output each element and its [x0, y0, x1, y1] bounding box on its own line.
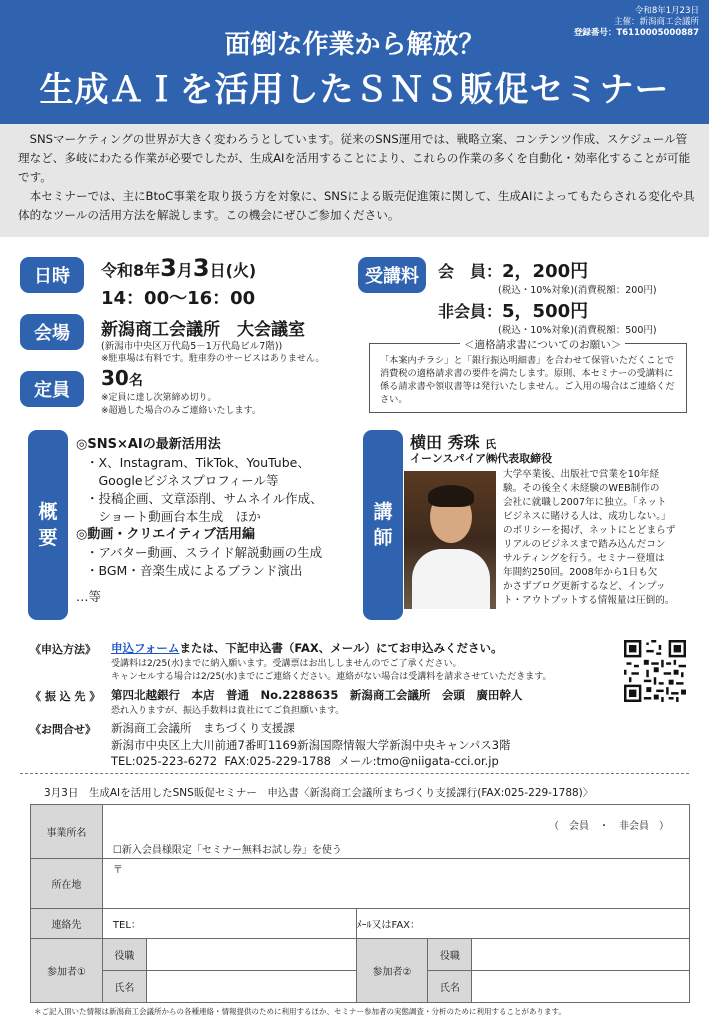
- apply-form-link[interactable]: 申込フォーム: [111, 641, 180, 655]
- address-cell[interactable]: [102, 859, 689, 909]
- speaker-bio-line: ビジネスに賭ける人は、成功しない。」: [503, 511, 671, 522]
- date-day: 3: [192, 254, 210, 282]
- speaker-badge-char-2: 師: [373, 527, 393, 549]
- intro-section: [0, 124, 709, 237]
- speaker-title: イーンスパイア㈱代表取締役: [410, 452, 553, 465]
- contact-org: 新潟商工会議所 まちづくり支援課: [111, 721, 295, 735]
- capacity-badge: 定員: [20, 371, 84, 407]
- intro-paragraph-2: 本セミナーでは、主にBtoC事業を取り扱う方を対象に、SNSによる販売促進策に関して、生成AIによってもたらされる変化や具体的なツールの活用方法を解説します。この機会にぜひご参加ください。: [18, 189, 695, 222]
- seminar-date: [101, 254, 256, 282]
- overview-badge-char-2: 要: [38, 527, 58, 549]
- date-month: 3: [160, 254, 177, 282]
- invoice-notice-title: ＜適格請求書についてのお願い＞: [460, 337, 625, 352]
- speaker-bio-line: のポリシーを掲げ、ネットにとどまらず: [503, 525, 676, 536]
- participant-2-role-cell[interactable]: [472, 939, 690, 971]
- participant-2-name-cell[interactable]: [472, 971, 690, 1003]
- title-line-1: 面倒な作業から解放？: [224, 30, 485, 60]
- speaker-bio-line: サルティングを行う。セミナー登壇は: [503, 553, 665, 564]
- qr-code-icon[interactable]: [624, 640, 686, 702]
- speaker-honorific: 氏: [485, 438, 497, 451]
- participant-1-name-cell[interactable]: [146, 971, 356, 1003]
- venue-name: 新潟商工会議所 大会議室: [101, 320, 305, 340]
- apply-label: 《申込方法》: [30, 643, 96, 656]
- speaker-bio-line: 年間約250回。2008年から1日も欠: [503, 567, 658, 578]
- participant-2-name-label: 氏名: [428, 971, 472, 1003]
- speaker-badge-char-1: 講: [373, 501, 393, 523]
- contact-numbers: [111, 753, 499, 769]
- invoice-notice: [369, 339, 687, 413]
- date-day-unit: 日: [209, 261, 226, 280]
- cut-line: [20, 773, 689, 774]
- participant-1-role-label: 役職: [102, 939, 146, 971]
- venue-badge: 会場: [20, 314, 84, 350]
- seminar-time: 14：00～16：00: [101, 288, 256, 309]
- participant-2-label: 参加者②: [356, 939, 428, 1003]
- issue-date: 令和8年1月23日: [634, 6, 699, 16]
- participant-1-role-cell[interactable]: [146, 939, 356, 971]
- overview-item: ・投稿企画、文章添削、サムネイル作成、: [86, 491, 323, 506]
- capacity-unit: 名: [128, 373, 143, 389]
- overview-heading-1: ◎SNS×AIの最新活用法: [76, 437, 221, 452]
- tel-field-label: TEL：: [112, 920, 141, 931]
- capacity-note-2: ※超過した場合のみご連絡いたします。: [101, 406, 261, 416]
- datetime-badge: 日時: [20, 257, 84, 293]
- photo-hair: [428, 485, 474, 507]
- contact-tel: TEL:025-223-6272: [111, 754, 218, 768]
- overview-item: ・アバター動画、スライド解説動画の生成: [86, 545, 323, 560]
- participant-1-label: 参加者①: [31, 939, 103, 1003]
- fee-member-price: 2，200円: [502, 261, 589, 282]
- intro-paragraph-1: SNSマーケティングの世界が大きく変わろうとしています。従来のSNS運用では、戦略立案、コンテンツ作成、スケジュール管理など、多岐にわたる作業が必要でしたが、生成AIを活用することにより、これらの作業の多くを自動化・効率化することが可能です。: [18, 132, 691, 184]
- photo-shirt: [412, 549, 490, 609]
- application-form: [30, 804, 690, 1003]
- member-choice[interactable]: （ 会員 ・ 非会員 ）: [549, 821, 669, 832]
- capacity-number: 30: [101, 366, 129, 390]
- overview-item: ・X、Instagram、TikTok、YouTube、: [86, 455, 310, 470]
- overview-list: [76, 436, 323, 606]
- overview-item: ・BGM・音楽生成によるブランド演出: [86, 563, 303, 578]
- overview-badge: [28, 430, 68, 620]
- speaker-bio-line: 験。その後全く未経験のWEB制作の: [503, 483, 660, 494]
- apply-line: [111, 640, 503, 656]
- registration-number: 登録番号：T6110005000887: [573, 28, 699, 38]
- overview-heading-2: ◎動画・クリエイティブ活用編: [76, 527, 256, 542]
- participant-1-name-label: 氏名: [102, 971, 146, 1003]
- venue-address: (新潟市中央区万代島5－1万代島ビル7階)): [101, 341, 283, 352]
- fee-nonmember-price: 5，500円: [502, 301, 589, 322]
- contact-info-label: 連絡先: [31, 909, 103, 939]
- fax-field-label: ﾒｰﾙ又はFAX：: [356, 920, 421, 931]
- speaker-bio-line: かさずブログ更新するなど、インプッ: [503, 581, 666, 592]
- contact-label: 《お問合せ》: [30, 723, 96, 736]
- tel-cell[interactable]: [102, 909, 356, 939]
- fee-member-tax: (税込・10%対象)(消費税額：200円): [498, 285, 657, 296]
- fax-cell[interactable]: [356, 909, 690, 939]
- speaker-photo: [404, 471, 496, 609]
- header-banner: [0, 0, 709, 124]
- overview-item: Googleビジネスプロフィール等: [86, 473, 279, 488]
- transfer-text: 第四北越銀行 本店 普通 No.2288635 新潟商工会議所 会頭 廣田幹人: [111, 688, 523, 702]
- speaker-bio-line: リアルのビジネスまで踏み込んだコン: [503, 539, 666, 550]
- footnote: ＊ご記入頂いた情報は新潟商工会議所からの各種連絡・情報提供のために利用するほか、セミナー参加者の実態調査・分析のために利用することがあります。: [34, 1007, 566, 1016]
- speaker-badge: [363, 430, 403, 620]
- contact-mail: メール:tmo@niigata-cci.or.jp: [338, 754, 499, 768]
- fee-nonmember-tax: (税込・10%対象)(消費税額：500円): [498, 325, 657, 336]
- transfer-label: 《 振 込 先 》: [30, 690, 101, 703]
- contact-fax: FAX:025-229-1788: [224, 754, 332, 768]
- title-line-2: 生成ＡＩを活用したＳＮＳ販促セミナー: [39, 70, 670, 110]
- overview-etc: …等: [76, 589, 102, 604]
- date-month-unit: 月: [176, 261, 193, 280]
- fee-member: [438, 257, 588, 283]
- form-caption: 3月3日 生成AIを活用したSNS販促セミナー 申込書〈新潟商工会議所まちづくり支援課行(FAX:025-229-1788)〉: [44, 787, 594, 799]
- organizer: 主催：新潟商工会議所: [613, 17, 699, 27]
- venue-note: ※駐車場は有料です。駐車券のサービスはありません。: [101, 354, 325, 364]
- transfer-note: 恐れ入りますが、振込手数料は貴社にてご負担願います。: [111, 706, 345, 716]
- speaker-bio-line: 会社に就職し2007年に独立。「ネット: [503, 497, 667, 508]
- overview-item: ショート動画台本生成 ほか: [86, 509, 261, 524]
- contact-address: 新潟市中央区上大川前通7番町1169新潟国際情報大学新潟中央キャンパス3階: [111, 738, 511, 752]
- business-name-cell[interactable]: [102, 805, 689, 859]
- apply-text: または、下記申込書（FAX、メール）にてお申込みください。: [179, 641, 503, 655]
- postal-mark: 〒: [112, 865, 123, 876]
- invoice-notice-body: 「本案内チラシ」と「銀行振込明細書」を合わせて保管いただくことで消費税の適格請求書の要件を満たします。原則、本セミナーの受講料に係る請求書や領収書等は発行いたしません。ご入用の場合はご連絡ください。: [380, 355, 675, 405]
- apply-note-2: キャンセルする場合は2/25(水)までにご連絡ください。連絡がない場合は受講料を請求させていただきます。: [111, 672, 552, 682]
- capacity-note-1: ※定員に達し次第締め切り。: [101, 393, 217, 403]
- address-label: 所在地: [31, 859, 103, 909]
- date-prefix: 令和8年: [101, 261, 161, 280]
- apply-note-1: 受講料は2/25(水)までに納入願います。受講票はお出ししませんのでご了承ください。: [111, 659, 462, 669]
- business-name-label: 事業所名: [31, 805, 103, 859]
- trial-ticket-checkbox[interactable]: ☐新入会員様限定「セミナー無料お試し券」を使う: [112, 845, 342, 856]
- fee-badge: 受講料: [358, 257, 426, 293]
- speaker-name: 横田 秀珠: [410, 433, 480, 452]
- speaker-bio-line: ト・アウトプットする情報量は圧倒的。: [503, 595, 675, 606]
- speaker-bio-line: 大学卒業後、出版社で営業を10年経: [503, 469, 660, 480]
- capacity-value: [101, 366, 143, 390]
- fee-member-label: 会 員：: [438, 262, 503, 281]
- fee-nonmember: [438, 297, 588, 323]
- speaker-bio: [503, 468, 703, 608]
- fee-nonmember-label: 非会員：: [438, 302, 503, 321]
- date-weekday: (火): [225, 261, 257, 280]
- overview-badge-char-1: 概: [38, 501, 58, 523]
- participant-2-role-label: 役職: [428, 939, 472, 971]
